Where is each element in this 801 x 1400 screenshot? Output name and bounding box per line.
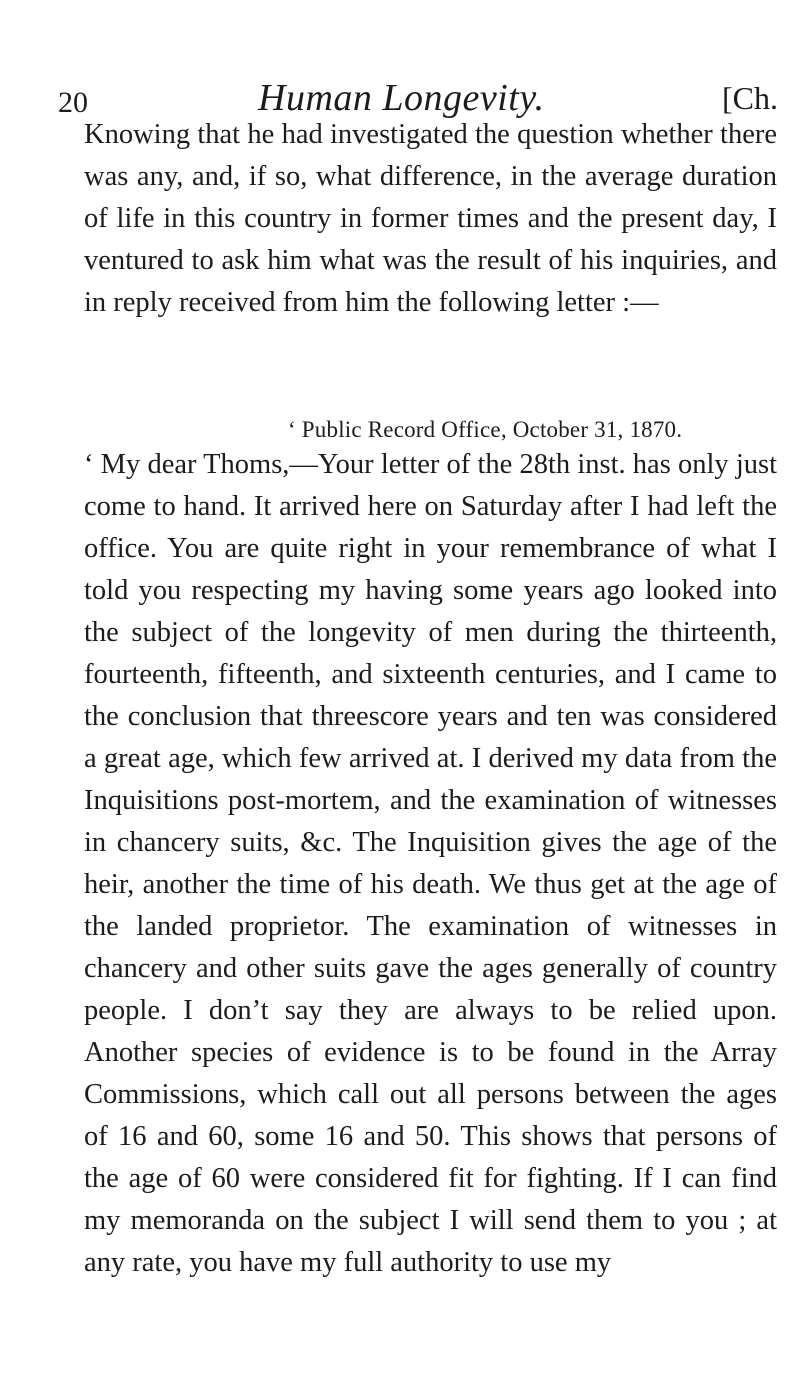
- chapter-mark: [Ch.: [722, 80, 778, 116]
- intro-paragraph: Knowing that he had investigated the question whether there was any, and, if so, what difference, in the average duration of life in this country in former times and the present day, I ventured to ask him what was the result of his inquiries, and in reply received from him the following letter :—: [84, 119, 777, 318]
- letter-paragraph: ‘ My dear Thoms,—Your letter of the 28th inst. has only just come to hand. It arrived here on Saturday after I had left the office. You are quite right in your remembrance of what I told you respecting my having some years ago looked into the subject of the longevity of men during the thirteenth, fourteenth, fifteenth, and sixteenth centuries, and I came to the conclusion that threescore years and ten was considered a great age, which few arrived at. I derived my data from the Inquisitions post-mortem, and the examination of witnesses in chancery suits, &c. The Inquisition gives the age of the heir, another the time of his death. We thus get at the age of the landed proprietor. The examination of witnesses in chancery and other suits gave the ages generally of country people. I don’t say they are always to be relied upon. Another species of evidence is to be found in the Array Commissions, which call out all persons between the ages of 16 and 60, some 16 and 50. This shows that persons of the age of 60 were considered fit for fighting. If I can find my memoranda on the subject I will send them to you ; at any rate, you have my full authority to use my: [84, 449, 777, 1278]
- letter-dateline: ‘ Public Record Office, October 31, 1870.: [288, 417, 683, 442]
- page-number: 20: [58, 86, 88, 119]
- running-title: Human Longevity.: [258, 77, 545, 119]
